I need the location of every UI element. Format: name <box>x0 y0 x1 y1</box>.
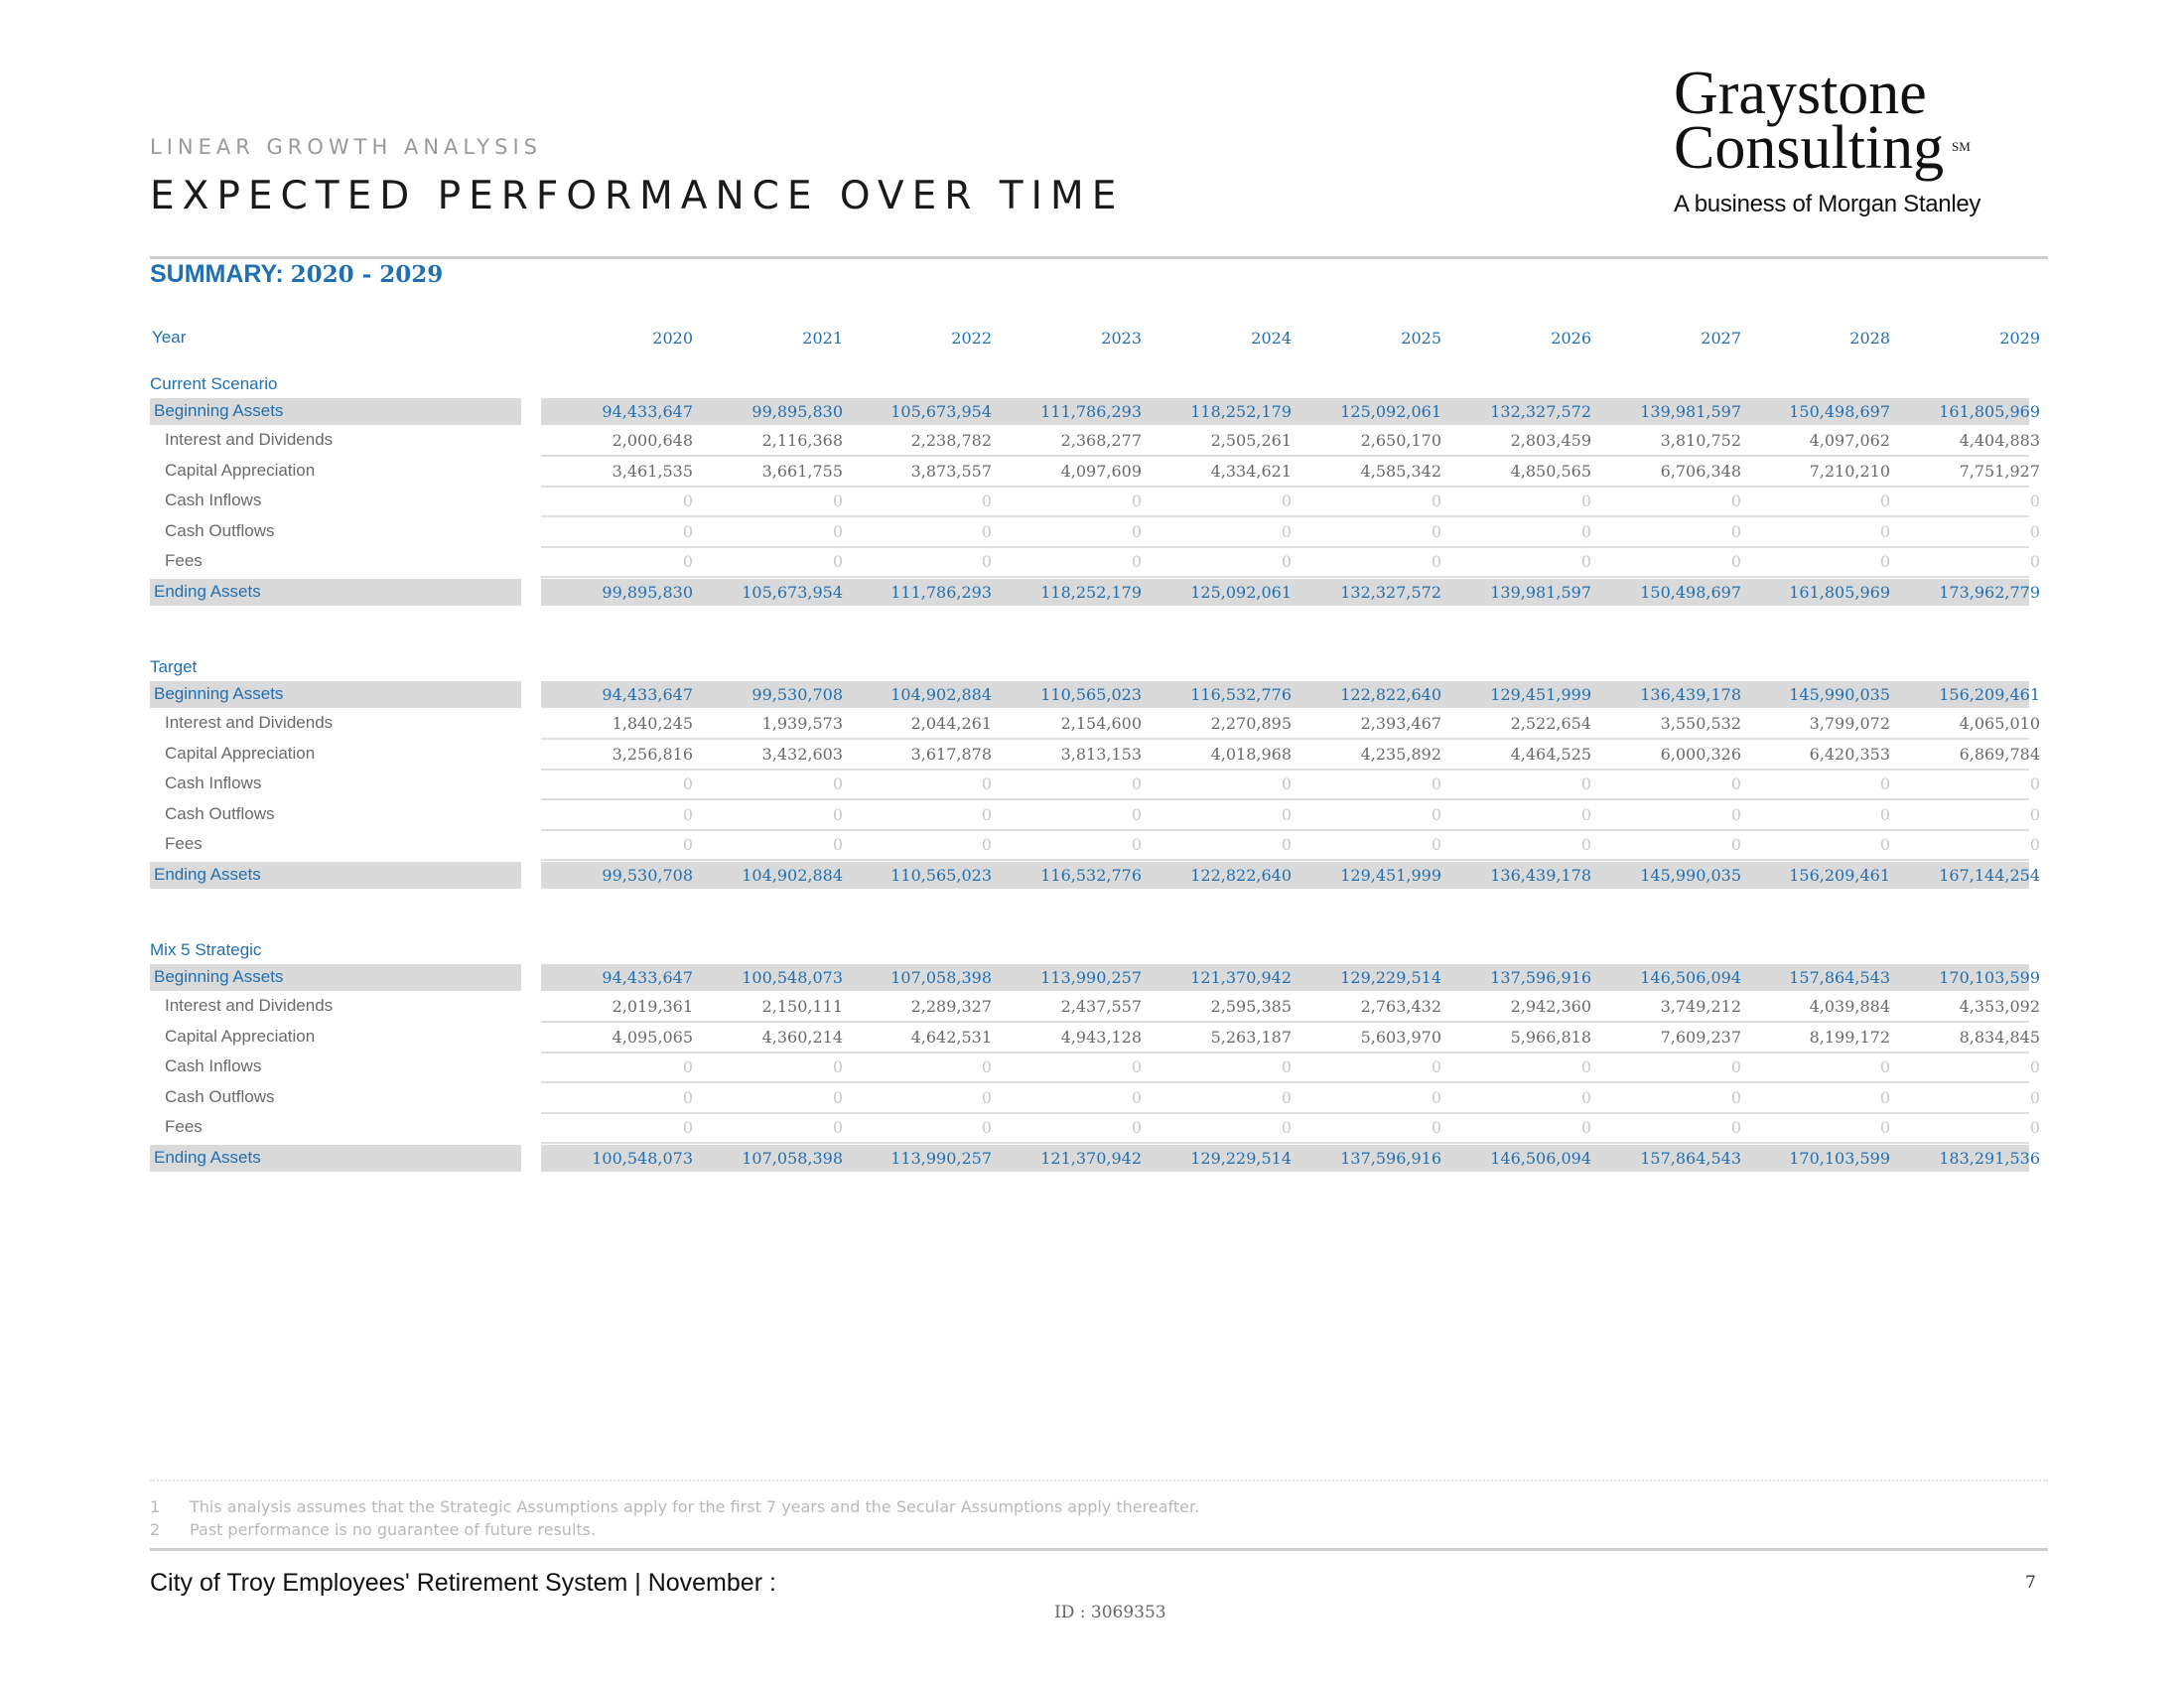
table-cell: 100,548,073 <box>742 968 843 987</box>
table-cell: 104,902,884 <box>742 866 843 885</box>
table-cell: 0 <box>1281 835 1292 854</box>
graystone-logo <box>1674 62 1991 230</box>
table-cell: 0 <box>1131 1118 1142 1137</box>
row-label: Capital Appreciation <box>165 744 316 763</box>
table-cell: 3,873,557 <box>910 462 992 481</box>
table-cell: 129,451,999 <box>1490 685 1591 704</box>
row-divider <box>541 486 2029 488</box>
table-cell: 0 <box>1730 1088 1741 1107</box>
table-cell: 0 <box>832 492 843 510</box>
row-label: Cash Inflows <box>165 491 262 509</box>
table-cell: 0 <box>1281 1057 1292 1076</box>
header-divider <box>150 256 2048 259</box>
summary-label: SUMMARY: <box>150 260 284 288</box>
row-divider <box>541 798 2029 800</box>
table-cell: 0 <box>981 492 992 510</box>
section-title: Target <box>150 657 198 676</box>
table-cell: 104,902,884 <box>890 685 992 704</box>
footnote-divider <box>150 1479 2048 1481</box>
row-label: Fees <box>165 551 203 570</box>
table-cell: 94,433,647 <box>602 402 693 421</box>
table-cell: 4,404,883 <box>1959 431 2040 450</box>
table-cell: 0 <box>1879 492 1890 510</box>
table-cell: 150,498,697 <box>1640 583 1741 602</box>
table-cell: 0 <box>1131 1057 1142 1076</box>
table-cell: 132,327,572 <box>1490 402 1591 421</box>
table-cell: 129,229,514 <box>1340 968 1441 987</box>
table-cell: 4,235,892 <box>1360 745 1441 764</box>
table-cell: 0 <box>981 1118 992 1137</box>
table-cell: 94,433,647 <box>602 968 693 987</box>
logo-service-mark: SM <box>1952 139 1971 154</box>
footnote-number: 2 <box>150 1520 161 1539</box>
table-cell: 7,751,927 <box>1959 462 2040 481</box>
table-cell: 0 <box>832 774 843 793</box>
table-cell: 2,942,360 <box>1510 997 1591 1016</box>
row-label: Fees <box>165 834 203 853</box>
table-cell: 0 <box>1281 805 1292 824</box>
table-cell: 0 <box>1730 805 1741 824</box>
table-cell: 0 <box>1580 805 1591 824</box>
table-cell: 4,018,968 <box>1210 745 1292 764</box>
table-cell: 99,895,830 <box>751 402 843 421</box>
table-cell: 0 <box>1431 1057 1441 1076</box>
table-cell: 0 <box>1281 1118 1292 1137</box>
table-cell: 161,805,969 <box>1789 583 1890 602</box>
table-cell: 3,749,212 <box>1660 997 1741 1016</box>
table-cell: 100,548,073 <box>592 1149 693 1168</box>
row-divider <box>541 546 2029 548</box>
table-cell: 2,238,782 <box>910 431 992 450</box>
row-label: Fees <box>165 1117 203 1136</box>
table-cell: 170,103,599 <box>1789 1149 1890 1168</box>
table-cell: 99,895,830 <box>602 583 693 602</box>
table-cell: 0 <box>1281 522 1292 541</box>
table-cell: 2,044,261 <box>910 714 992 733</box>
table-cell: 157,864,543 <box>1789 968 1890 987</box>
table-cell: 183,291,536 <box>1939 1149 2040 1168</box>
row-label: Beginning Assets <box>154 401 284 420</box>
table-cell: 0 <box>1580 774 1591 793</box>
table-cell: 0 <box>2029 835 2040 854</box>
table-cell: 111,786,293 <box>890 583 992 602</box>
table-cell: 0 <box>1131 1088 1142 1107</box>
table-cell: 0 <box>1879 522 1890 541</box>
table-cell: 2,595,385 <box>1210 997 1292 1016</box>
summary-years: 2020 - 2029 <box>290 261 444 288</box>
table-cell: 0 <box>981 1057 992 1076</box>
row-label: Cash Outflows <box>165 1087 275 1106</box>
table-cell: 136,439,178 <box>1490 866 1591 885</box>
row-divider <box>541 1052 2029 1054</box>
table-cell: 0 <box>2029 1088 2040 1107</box>
row-label: Interest and Dividends <box>165 430 334 449</box>
table-cell: 4,360,214 <box>761 1028 843 1047</box>
table-cell: 146,506,094 <box>1640 968 1741 987</box>
table-cell: 0 <box>1431 1088 1441 1107</box>
table-cell: 7,210,210 <box>1809 462 1890 481</box>
section-title: Current Scenario <box>150 374 278 393</box>
table-cell: 0 <box>1580 1057 1591 1076</box>
footnote-number: 1 <box>150 1497 161 1516</box>
table-cell: 0 <box>832 1088 843 1107</box>
row-label: Interest and Dividends <box>165 713 334 732</box>
table-cell: 157,864,543 <box>1640 1149 1741 1168</box>
table-cell: 122,822,640 <box>1340 685 1441 704</box>
table-cell: 0 <box>1131 805 1142 824</box>
table-cell: 0 <box>1580 492 1591 510</box>
row-label: Cash Inflows <box>165 774 262 792</box>
table-cell: 170,103,599 <box>1939 968 2040 987</box>
table-cell: 0 <box>682 522 693 541</box>
table-cell: 0 <box>1730 522 1741 541</box>
table-cell: 4,334,621 <box>1210 462 1292 481</box>
table-cell: 4,095,065 <box>612 1028 693 1047</box>
table-cell: 0 <box>832 805 843 824</box>
table-cell: 121,370,942 <box>1190 968 1292 987</box>
table-cell: 121,370,942 <box>1040 1149 1142 1168</box>
row-divider <box>541 1021 2029 1023</box>
table-cell: 139,981,597 <box>1490 583 1591 602</box>
table-cell: 0 <box>1281 492 1292 510</box>
table-cell: 0 <box>1431 805 1441 824</box>
table-cell: 0 <box>1131 492 1142 510</box>
footer-title: City of Troy Employees' Retirement System | November : <box>150 1569 776 1597</box>
table-cell: 0 <box>682 805 693 824</box>
table-cell: 0 <box>832 552 843 571</box>
table-cell: 0 <box>981 835 992 854</box>
document-id: ID : 3069353 <box>1054 1603 1166 1622</box>
table-cell: 0 <box>832 1118 843 1137</box>
table-cell: 0 <box>1431 1118 1441 1137</box>
table-cell: 0 <box>1730 1118 1741 1137</box>
table-cell: 0 <box>981 1088 992 1107</box>
table-cell: 0 <box>1879 1118 1890 1137</box>
table-cell: 0 <box>2029 805 2040 824</box>
table-cell: 0 <box>1131 774 1142 793</box>
table-cell: 116,532,776 <box>1040 866 1142 885</box>
table-cell: 137,596,916 <box>1340 1149 1441 1168</box>
table-cell: 2,393,467 <box>1360 714 1441 733</box>
table-cell: 6,000,326 <box>1660 745 1741 764</box>
table-cell: 2,368,277 <box>1060 431 1142 450</box>
table-cell: 0 <box>1431 835 1441 854</box>
table-cell: 0 <box>1879 1057 1890 1076</box>
table-cell: 4,097,062 <box>1809 431 1890 450</box>
row-label: Cash Outflows <box>165 521 275 540</box>
table-cell: 5,263,187 <box>1210 1028 1292 1047</box>
table-cell: 0 <box>981 522 992 541</box>
row-divider <box>541 1081 2029 1083</box>
table-cell: 0 <box>1730 1057 1741 1076</box>
table-cell: 5,603,970 <box>1360 1028 1441 1047</box>
table-cell: 0 <box>1580 552 1591 571</box>
table-cell: 156,209,461 <box>1789 866 1890 885</box>
table-cell: 111,786,293 <box>1040 402 1142 421</box>
table-cell: 0 <box>1879 1088 1890 1107</box>
table-cell: 0 <box>2029 522 2040 541</box>
table-cell: 0 <box>832 522 843 541</box>
table-cell: 4,353,092 <box>1959 997 2040 1016</box>
table-cell: 122,822,640 <box>1190 866 1292 885</box>
table-cell: 0 <box>1431 522 1441 541</box>
row-label: Capital Appreciation <box>165 461 316 480</box>
table-cell: 0 <box>1580 1088 1591 1107</box>
footnote-text: This analysis assumes that the Strategic Assumptions apply for the first 7 years and the Secular Assumptions apply thereafter. <box>190 1497 1200 1516</box>
table-cell: 1,939,573 <box>761 714 843 733</box>
row-label: Capital Appreciation <box>165 1027 316 1046</box>
table-cell: 3,799,072 <box>1809 714 1890 733</box>
table-cell: 3,461,535 <box>612 462 693 481</box>
table-cell: 116,532,776 <box>1190 685 1292 704</box>
row-divider <box>541 1142 2029 1144</box>
table-cell: 0 <box>1879 552 1890 571</box>
table-cell: 0 <box>1879 774 1890 793</box>
table-cell: 0 <box>2029 774 2040 793</box>
table-cell: 99,530,708 <box>602 866 693 885</box>
table-cell: 0 <box>1730 774 1741 793</box>
year-header: 2027 <box>1701 329 1741 348</box>
table-cell: 2,522,654 <box>1510 714 1591 733</box>
logo-line-1: Graystone <box>1674 60 1927 127</box>
table-cell: 0 <box>832 835 843 854</box>
table-cell: 0 <box>1131 552 1142 571</box>
row-label: Ending Assets <box>154 865 261 884</box>
year-header: 2028 <box>1849 329 1890 348</box>
table-cell: 2,763,432 <box>1360 997 1441 1016</box>
row-label: Beginning Assets <box>154 967 284 986</box>
row-label: Cash Inflows <box>165 1056 262 1075</box>
row-divider <box>541 455 2029 457</box>
table-cell: 4,039,884 <box>1809 997 1890 1016</box>
table-cell: 0 <box>1730 492 1741 510</box>
row-label: Ending Assets <box>154 1148 261 1167</box>
table-cell: 0 <box>682 774 693 793</box>
table-cell: 173,962,779 <box>1939 583 2040 602</box>
table-cell: 129,229,514 <box>1190 1149 1292 1168</box>
table-cell: 145,990,035 <box>1789 685 1890 704</box>
row-divider <box>541 829 2029 831</box>
table-cell: 107,058,398 <box>742 1149 843 1168</box>
table-cell: 6,420,353 <box>1809 745 1890 764</box>
table-cell: 110,565,023 <box>1040 685 1142 704</box>
table-cell: 2,019,361 <box>612 997 693 1016</box>
table-cell: 105,673,954 <box>742 583 843 602</box>
table-cell: 0 <box>682 1088 693 1107</box>
table-cell: 0 <box>1281 774 1292 793</box>
table-cell: 0 <box>1131 835 1142 854</box>
table-cell: 2,000,648 <box>612 431 693 450</box>
year-header: 2025 <box>1401 329 1441 348</box>
table-cell: 113,990,257 <box>890 1149 992 1168</box>
section-kicker: LINEAR GROWTH ANALYSIS <box>150 135 542 159</box>
summary-heading <box>150 260 443 289</box>
table-cell: 3,810,752 <box>1660 431 1741 450</box>
table-cell: 99,530,708 <box>751 685 843 704</box>
year-header: 2021 <box>802 329 843 348</box>
table-cell: 94,433,647 <box>602 685 693 704</box>
table-cell: 105,673,954 <box>890 402 992 421</box>
table-cell: 0 <box>1580 835 1591 854</box>
year-header: 2026 <box>1551 329 1591 348</box>
table-cell: 4,850,565 <box>1510 462 1591 481</box>
table-cell: 6,706,348 <box>1660 462 1741 481</box>
table-cell: 2,154,600 <box>1060 714 1142 733</box>
table-cell: 0 <box>1879 805 1890 824</box>
row-label: Ending Assets <box>154 582 261 601</box>
table-cell: 0 <box>981 774 992 793</box>
table-cell: 161,805,969 <box>1939 402 2040 421</box>
table-cell: 118,252,179 <box>1040 583 1142 602</box>
table-cell: 0 <box>1281 1088 1292 1107</box>
row-divider <box>541 859 2029 861</box>
footnote-text: Past performance is no guarantee of future results. <box>190 1520 597 1539</box>
table-cell: 2,289,327 <box>910 997 992 1016</box>
year-header: 2029 <box>1999 329 2040 348</box>
table-cell: 7,609,237 <box>1660 1028 1741 1047</box>
footer-divider <box>150 1548 2048 1551</box>
section-title: Mix 5 Strategic <box>150 940 262 959</box>
row-label: Interest and Dividends <box>165 996 334 1015</box>
year-header: 2024 <box>1251 329 1292 348</box>
table-cell: 150,498,697 <box>1789 402 1890 421</box>
table-cell: 0 <box>1730 552 1741 571</box>
table-cell: 0 <box>2029 552 2040 571</box>
table-cell: 0 <box>832 1057 843 1076</box>
table-cell: 2,270,895 <box>1210 714 1292 733</box>
table-cell: 5,966,818 <box>1510 1028 1591 1047</box>
logo-line-2: Consulting <box>1674 114 1945 182</box>
table-cell: 0 <box>1131 522 1142 541</box>
table-cell: 2,650,170 <box>1360 431 1441 450</box>
table-cell: 2,505,261 <box>1210 431 1292 450</box>
page-title: EXPECTED PERFORMANCE OVER TIME <box>150 174 1125 218</box>
table-cell: 2,803,459 <box>1510 431 1591 450</box>
logo-tagline: A business of Morgan Stanley <box>1674 191 1981 217</box>
table-cell: 0 <box>1879 835 1890 854</box>
table-cell: 3,617,878 <box>910 745 992 764</box>
table-cell: 0 <box>1431 552 1441 571</box>
table-cell: 0 <box>682 835 693 854</box>
footnote-1 <box>150 1497 1199 1516</box>
table-cell: 0 <box>1431 492 1441 510</box>
table-cell: 4,097,609 <box>1060 462 1142 481</box>
table-cell: 0 <box>1730 835 1741 854</box>
table-cell: 145,990,035 <box>1640 866 1741 885</box>
table-cell: 137,596,916 <box>1490 968 1591 987</box>
table-cell: 132,327,572 <box>1340 583 1441 602</box>
table-cell: 0 <box>981 805 992 824</box>
row-divider <box>541 1112 2029 1114</box>
table-cell: 0 <box>1431 774 1441 793</box>
table-cell: 0 <box>981 552 992 571</box>
table-cell: 0 <box>2029 492 2040 510</box>
table-cell: 110,565,023 <box>890 866 992 885</box>
table-cell: 167,144,254 <box>1939 866 2040 885</box>
page-number: 7 <box>2025 1573 2036 1593</box>
table-cell: 3,256,816 <box>612 745 693 764</box>
table-cell: 2,437,557 <box>1060 997 1142 1016</box>
row-divider <box>541 576 2029 578</box>
table-cell: 3,550,532 <box>1660 714 1741 733</box>
table-cell: 4,585,342 <box>1360 462 1441 481</box>
table-cell: 125,092,061 <box>1190 583 1292 602</box>
table-cell: 0 <box>682 492 693 510</box>
row-divider <box>541 738 2029 740</box>
table-cell: 8,834,845 <box>1959 1028 2040 1047</box>
row-divider <box>541 515 2029 517</box>
table-cell: 1,840,245 <box>612 714 693 733</box>
table-cell: 107,058,398 <box>890 968 992 987</box>
table-cell: 156,209,461 <box>1939 685 2040 704</box>
table-cell: 2,150,111 <box>761 997 843 1016</box>
table-cell: 3,661,755 <box>761 462 843 481</box>
row-divider <box>541 769 2029 771</box>
table-cell: 4,943,128 <box>1060 1028 1142 1047</box>
table-cell: 146,506,094 <box>1490 1149 1591 1168</box>
table-cell: 4,464,525 <box>1510 745 1591 764</box>
table-cell: 2,116,368 <box>761 431 843 450</box>
table-cell: 0 <box>1281 552 1292 571</box>
table-cell: 129,451,999 <box>1340 866 1441 885</box>
table-cell: 0 <box>682 1118 693 1137</box>
table-cell: 0 <box>2029 1118 2040 1137</box>
table-cell: 4,642,531 <box>910 1028 992 1047</box>
table-cell: 0 <box>1580 522 1591 541</box>
table-cell: 113,990,257 <box>1040 968 1142 987</box>
table-cell: 139,981,597 <box>1640 402 1741 421</box>
table-cell: 0 <box>682 552 693 571</box>
year-header-label: Year <box>152 328 187 347</box>
year-header: 2020 <box>652 329 693 348</box>
table-cell: 0 <box>2029 1057 2040 1076</box>
table-cell: 3,813,153 <box>1060 745 1142 764</box>
row-label: Cash Outflows <box>165 804 275 823</box>
table-cell: 3,432,603 <box>761 745 843 764</box>
year-header: 2023 <box>1101 329 1142 348</box>
table-cell: 0 <box>1580 1118 1591 1137</box>
table-cell: 125,092,061 <box>1340 402 1441 421</box>
table-cell: 136,439,178 <box>1640 685 1741 704</box>
table-cell: 0 <box>682 1057 693 1076</box>
footnote-2 <box>150 1520 596 1539</box>
row-label: Beginning Assets <box>154 684 284 703</box>
table-cell: 118,252,179 <box>1190 402 1292 421</box>
table-cell: 8,199,172 <box>1809 1028 1890 1047</box>
year-header: 2022 <box>951 329 992 348</box>
table-cell: 6,869,784 <box>1959 745 2040 764</box>
table-cell: 4,065,010 <box>1959 714 2040 733</box>
